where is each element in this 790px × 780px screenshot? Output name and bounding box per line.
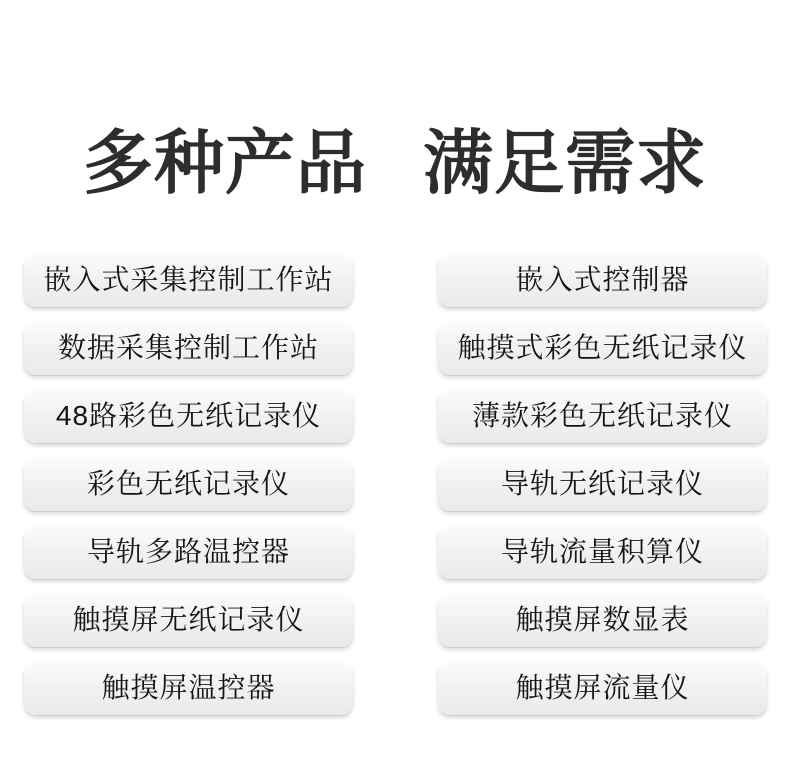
product-button[interactable]: 触摸式彩色无纸记录仪 [438,321,767,375]
product-column-left [24,253,353,715]
product-columns [0,253,790,715]
page-title-right: 满足需求 [423,124,707,202]
product-column-right [438,253,767,715]
product-button[interactable]: 数据采集控制工作站 [24,321,353,375]
product-button[interactable]: 导轨无纸记录仪 [438,457,767,511]
product-button[interactable]: 嵌入式采集控制工作站 [24,253,353,307]
product-button[interactable]: 嵌入式控制器 [438,253,767,307]
product-button[interactable]: 导轨多路温控器 [24,525,353,579]
product-button[interactable]: 48路彩色无纸记录仪 [24,389,353,443]
product-button[interactable]: 薄款彩色无纸记录仪 [438,389,767,443]
page-title [0,0,790,202]
product-button[interactable]: 触摸屏数显表 [438,593,767,647]
product-button[interactable]: 触摸屏流量仪 [438,661,767,715]
product-button[interactable]: 触摸屏无纸记录仪 [24,593,353,647]
product-button[interactable]: 触摸屏温控器 [24,661,353,715]
page-title-left: 多种产品 [83,124,367,202]
product-button[interactable]: 彩色无纸记录仪 [24,457,353,511]
product-button[interactable]: 导轨流量积算仪 [438,525,767,579]
